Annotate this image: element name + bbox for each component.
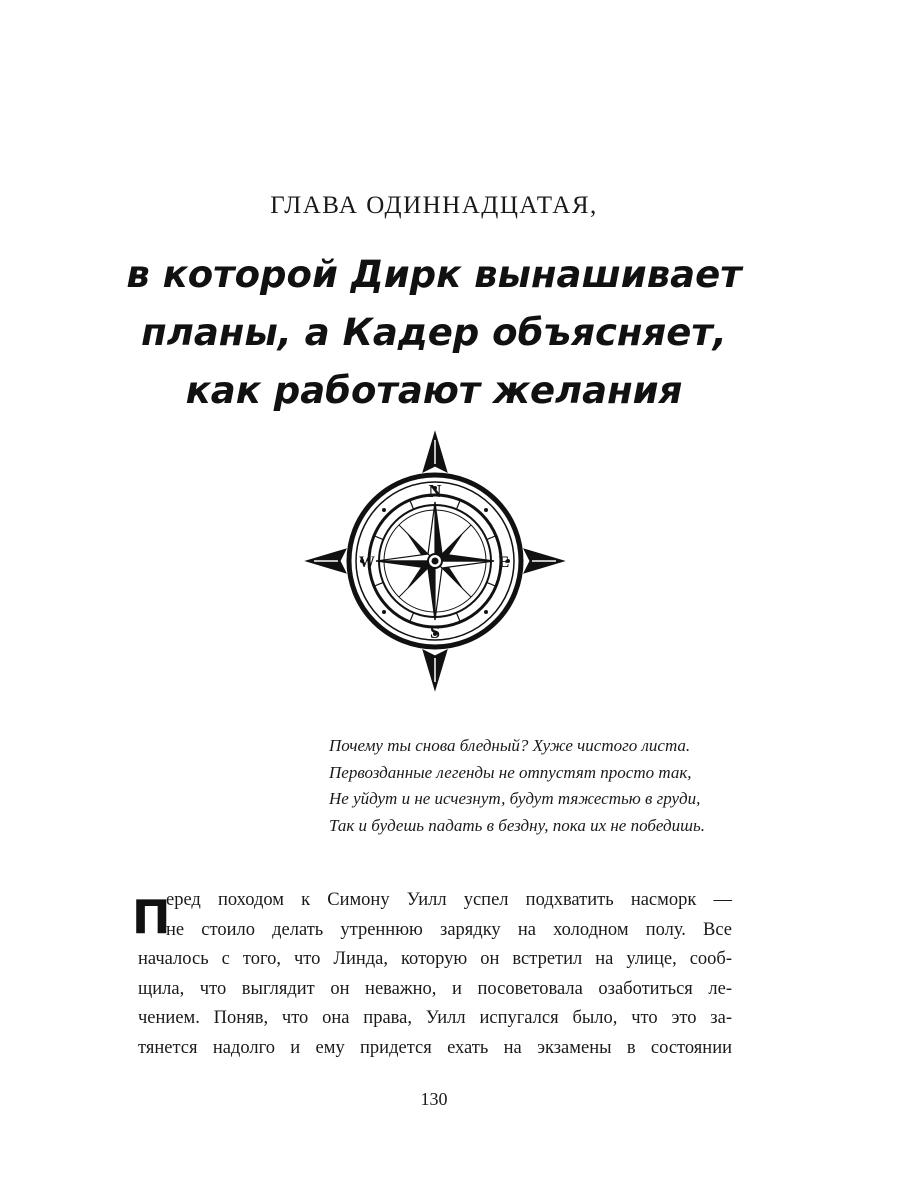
compass-letter-e: E: [498, 554, 510, 571]
chapter-title-line: планы, а Кадер объясняет,: [141, 311, 727, 354]
epigraph-line: Почему ты снова бледный? Хуже чистого листа.: [329, 736, 691, 755]
compass-rose-icon: [304, 430, 566, 692]
page-number: 130: [420, 1089, 448, 1109]
body-line: не стоило делать утреннюю зарядку на холодном полу. Все: [166, 919, 732, 940]
body-line: еред походом к Симону Уилл успел подхватить насморк —: [166, 890, 732, 910]
epigraph-line: Так и будешь падать в бездну, пока их не победишь.: [329, 815, 705, 835]
epigraph: [329, 733, 749, 839]
compass-letter-n: N: [428, 481, 442, 501]
epigraph-line: Первозданные легенды не отпустят просто так,: [329, 762, 692, 782]
body-line: началось с того, что Линда, которую он встретил на улице, сооб-: [138, 949, 732, 969]
body-line: чением. Поняв, что она права, Уилл испугался было, что это за-: [138, 1008, 732, 1028]
epigraph-line: Не уйдут и не исчезнут, будут тяжестью в груди,: [329, 789, 701, 808]
chapter-label: ГЛАВА ОДИННАДЦАТАЯ,: [270, 192, 598, 219]
body-line: тянется надолго и ему придется ехать на экзамены в состоянии: [138, 1037, 732, 1058]
compass-letter-s: S: [429, 622, 441, 642]
body-line: щила, что выглядит он неважно, и посоветовала озаботиться ле-: [138, 978, 732, 999]
chapter-title-line: как работают желания: [185, 369, 683, 412]
chapter-title: [0, 246, 868, 420]
compass-letter-w: W: [359, 554, 375, 571]
body-paragraph: [138, 886, 732, 1063]
chapter-title-line: в которой Дирк вынашивает: [126, 253, 742, 296]
drop-cap: П: [132, 890, 171, 944]
